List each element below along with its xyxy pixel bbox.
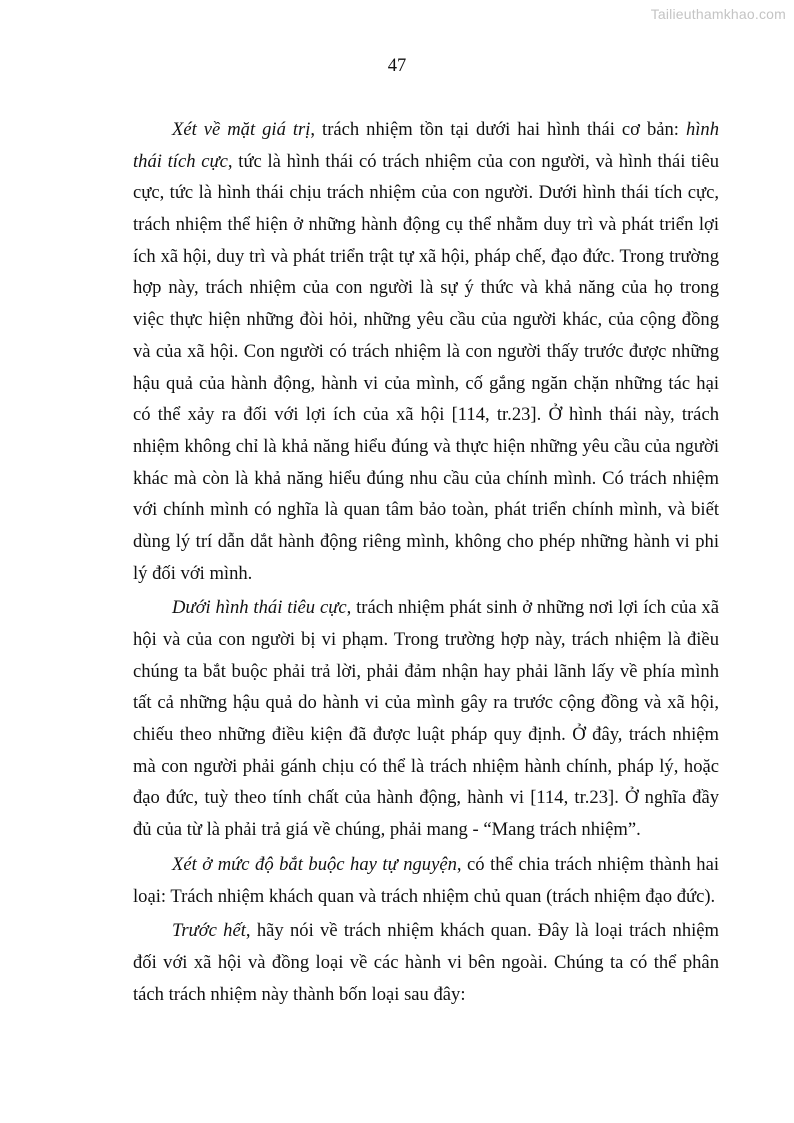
- text-segment: ích xã hội, duy trì và phát triển trật tự xã hội, pháp chế, đạo đức. Trong trường: [133, 245, 719, 267]
- italic-text: Xét về mặt giá trị: [172, 119, 311, 140]
- text-segment: khác mà còn là khả năng hiểu đúng nhu cầu của chính mình. Có trách nhiệm: [133, 467, 719, 489]
- text-line: [133, 304, 719, 336]
- text-line: [133, 431, 719, 463]
- text-line: [133, 719, 719, 751]
- text-line: [133, 241, 719, 273]
- italic-text: thái tích cực: [133, 150, 228, 172]
- paragraph: [133, 592, 719, 846]
- text-segment: lý đối với mình.: [133, 562, 253, 584]
- text-line: [133, 751, 719, 783]
- text-segment: tất cả những hậu quả do hành vi của mình gây ra trước cộng đồng và xã hội,: [133, 692, 719, 714]
- paragraph: [133, 114, 719, 589]
- text-segment: đạo đức, tuỳ theo tính chất của hành động, hành vi [114, tr.23]. Ở nghĩa đầy: [133, 787, 719, 809]
- paragraph: [133, 915, 719, 1010]
- text-segment: tách trách nhiệm này thành bốn loại sau đây:: [133, 983, 466, 1005]
- text-line: [133, 849, 719, 881]
- text-segment: dùng lý trí dẫn dắt hành động riêng mình, không cho phép những hành vi phi: [133, 530, 719, 552]
- text-segment: nhiệm không chỉ là khả năng hiểu đúng và thực hiện những yêu cầu của người: [133, 435, 719, 457]
- document-body: [133, 114, 719, 1010]
- text-line: [133, 979, 719, 1011]
- text-line: [133, 494, 719, 526]
- text-line: [133, 947, 719, 979]
- text-segment: hội và của con người bị vi phạm. Trong trường hợp này, trách nhiệm là điều: [133, 629, 719, 650]
- text-segment: đối với xã hội và đồng loại về các hành vi bên ngoài. Chúng ta có thể phân: [133, 951, 719, 973]
- text-line: [133, 881, 719, 913]
- text-segment: loại: Trách nhiệm khách quan và trách nhiệm chủ quan (trách nhiệm đạo đức).: [133, 885, 716, 907]
- text-segment: có thể xảy ra đối với lợi ích của xã hội [114, tr.23]. Ở hình thái này, trách: [133, 404, 719, 426]
- text-line: [133, 782, 719, 814]
- text-segment: việc thực hiện những đòi hỏi, những yêu cầu của người khác, của cộng đồng: [133, 309, 719, 331]
- text-segment: mà con người phải gánh chịu có thể là trách nhiệm hành chính, pháp lý, hoặc: [133, 755, 719, 777]
- watermark: Tailieuthamkhao.com: [650, 6, 786, 22]
- text-line: [133, 177, 719, 209]
- text-line: [133, 463, 719, 495]
- text-line: [133, 114, 719, 146]
- italic-text: Trước hết: [172, 920, 246, 942]
- text-segment: và của xã hội. Con người có trách nhiệm là con người thấy trước được những: [133, 340, 719, 362]
- text-segment: với chính mình có nghĩa là quan tâm bảo toàn, phát triển chính mình, và biết: [133, 499, 719, 521]
- text-line: [133, 146, 719, 178]
- text-segment: hợp này, trách nhiệm của con người là sự ý thức và khả năng của họ trong: [133, 277, 719, 299]
- text-line: [133, 656, 719, 688]
- text-line: [133, 687, 719, 719]
- text-line: [133, 526, 719, 558]
- italic-text: hình: [685, 119, 719, 140]
- text-segment: chiếu theo những điều kiện đã được luật pháp quy định. Ở đây, trách nhiệm: [133, 724, 719, 746]
- text-segment: , trách nhiệm phát sinh ở những nơi lợi ích của xã: [346, 597, 719, 619]
- paragraph: [133, 849, 719, 912]
- text-segment: hậu quả của hành động, hành vi của mình, cố gắng ngăn chặn những tác hại: [133, 372, 719, 394]
- text-line: [133, 368, 719, 400]
- text-line: [133, 915, 719, 947]
- text-segment: , tức là hình thái có trách nhiệm của con người, và hình thái tiêu: [227, 150, 719, 172]
- text-line: [133, 814, 719, 846]
- text-line: [133, 399, 719, 431]
- text-line: [133, 558, 719, 590]
- text-segment: , trách nhiệm tồn tại dưới hai hình thái cơ bản:: [310, 119, 686, 140]
- text-line: [133, 624, 719, 656]
- text-segment: , hãy nói về trách nhiệm khách quan. Đây là loại trách nhiệm: [245, 920, 720, 942]
- page-number: 47: [387, 56, 407, 76]
- italic-text: Xét ở mức độ bắt buộc hay tự nguyện: [172, 853, 457, 875]
- text-segment: đủ của từ là phải trả giá về chúng, phải mang - “Mang trách nhiệm”.: [133, 819, 641, 841]
- text-line: [133, 272, 719, 304]
- text-segment: cực, tức là hình thái chịu trách nhiệm của con người. Dưới hình thái tích cực,: [133, 182, 719, 204]
- text-segment: chúng ta bắt buộc phải trả lời, phải đảm nhận hay phải lãnh lấy về phía mình: [133, 660, 719, 682]
- text-line: [133, 209, 719, 241]
- text-segment: , có thể chia trách nhiệm thành hai: [456, 853, 719, 875]
- text-segment: trách nhiệm thể hiện ở những hành động cụ thể nhằm duy trì và phát triển lợi: [133, 214, 719, 236]
- italic-text: Dưới hình thái tiêu cực: [172, 597, 347, 619]
- text-line: [133, 592, 719, 624]
- text-line: [133, 336, 719, 368]
